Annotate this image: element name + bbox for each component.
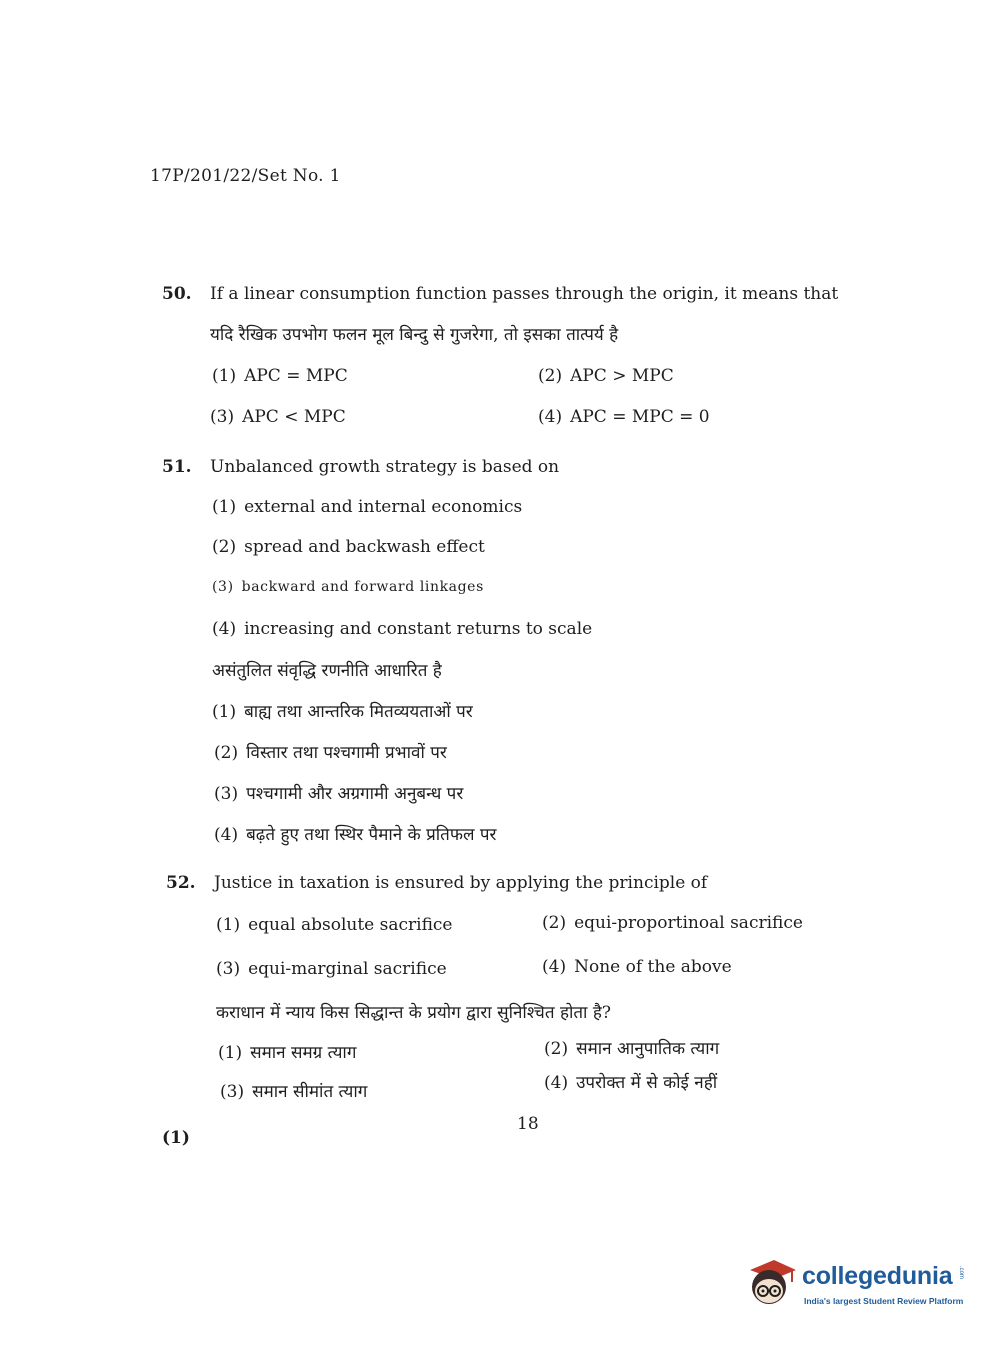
question-51-option-2: (2) spread and backwash effect (212, 537, 485, 557)
question-50-text: If a linear consumption function passes through the origin, it means that (210, 284, 839, 304)
footer-marker: (1) (162, 1128, 190, 1148)
brand-name: collegedunia (802, 1262, 953, 1290)
question-51-option-1: (1) external and internal economics (212, 497, 523, 517)
question-52-option-4-hindi: (4) उपरोक्त में से कोई नहीं (544, 1073, 718, 1093)
question-52-option-3: (3) equi-marginal sacrifice (216, 959, 447, 979)
question-52-text-hindi: कराधान में न्याय किस सिद्धान्त के प्रयोग द्वारा सुनिश्चित होता है? (216, 1003, 612, 1023)
question-50-option-2: (2) APC > MPC (538, 366, 674, 386)
question-50-text-hindi: यदि रैखिक उपभोग फलन मूल बिन्दु से गुजरेगा, तो इसका तात्पर्य है (210, 325, 619, 345)
question-52-option-3-hindi: (3) समान सीमांत त्याग (220, 1082, 368, 1102)
question-50-option-1: (1) APC = MPC (212, 366, 348, 386)
question-52-number: 52. (166, 873, 196, 893)
question-51-text: Unbalanced growth strategy is based on (210, 457, 560, 477)
question-50-option-3: (3) APC < MPC (210, 407, 346, 427)
brand-tagline: India's largest Student Review Platform (804, 1296, 964, 1306)
question-51-option-3: (3) backward and forward linkages (212, 579, 484, 595)
question-51-text-hindi: असंतुलित संवृद्धि रणनीति आधारित है (212, 661, 442, 681)
question-51-option-4-hindi: (4) बढ़ते हुए तथा स्थिर पैमाने के प्रतिफल पर (214, 825, 497, 845)
question-51-option-3-hindi: (3) पश्चगामी और अग्रगामी अनुबन्ध पर (214, 784, 464, 804)
question-52-option-2-hindi: (2) समान आनुपातिक त्याग (544, 1039, 720, 1059)
question-52-option-4: (4) None of the above (542, 957, 732, 977)
question-52-option-1: (1) equal absolute sacrifice (216, 915, 453, 935)
question-52-text: Justice in taxation is ensured by applying the principle of (214, 873, 708, 893)
question-50-option-4: (4) APC = MPC = 0 (538, 407, 710, 427)
set-number: 17P/201/22/Set No. 1 (150, 166, 341, 186)
page-number: 18 (517, 1114, 539, 1134)
question-51-number: 51. (162, 457, 192, 477)
collegedunia-logo (744, 1250, 974, 1320)
question-51-option-2-hindi: (2) विस्तार तथा पश्चगामी प्रभावों पर (214, 743, 447, 763)
student-mascot-icon (744, 1254, 798, 1308)
brand-suffix: .com (958, 1266, 964, 1280)
question-50-number: 50. (162, 284, 192, 304)
question-52-option-2: (2) equi-proportinoal sacrifice (542, 913, 803, 933)
question-52-option-1-hindi: (1) समान समग्र त्याग (218, 1043, 357, 1063)
question-51-option-4: (4) increasing and constant returns to scale (212, 619, 593, 639)
question-51-option-1-hindi: (1) बाह्य तथा आन्तरिक मितव्ययताओं पर (212, 702, 473, 722)
